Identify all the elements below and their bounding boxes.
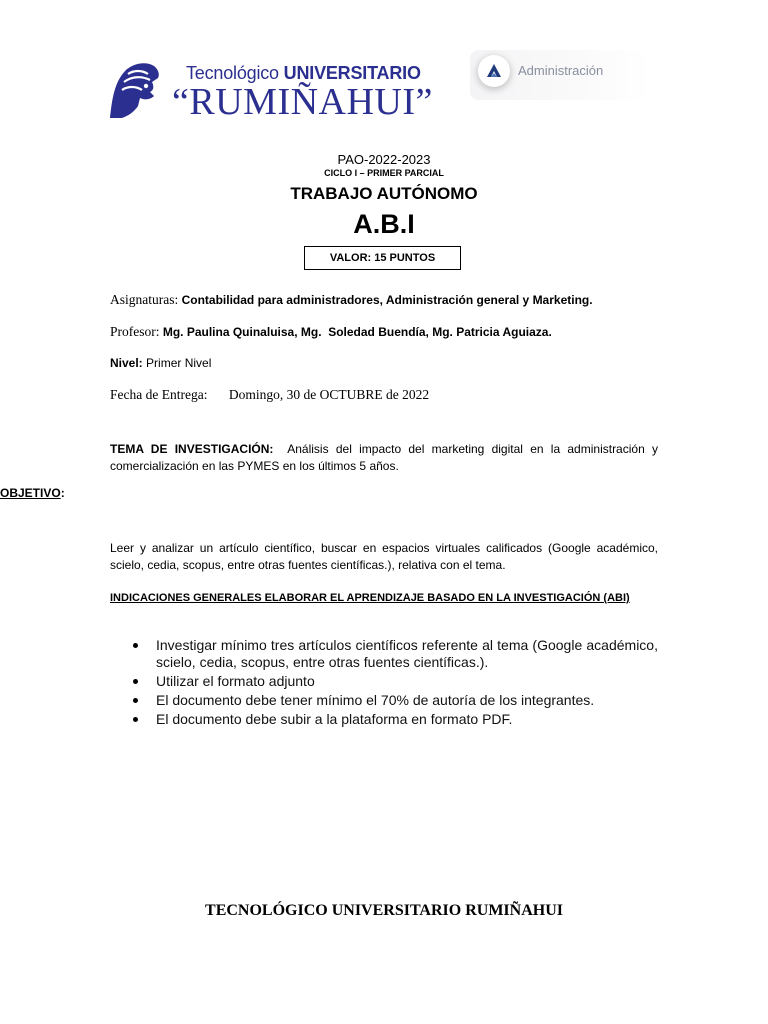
profesor-value: Mg. Paulina Quinaluisa, Mg. Soledad Buendía, Mg. Patricia Aguiaza.: [162, 325, 552, 339]
bullet-icon: [133, 679, 138, 684]
tema-text: Análisis del impacto del marketing digital en la administración y comercialización en las PYMES en los últimos 5 años.: [110, 442, 658, 473]
tema-paragraph: [110, 441, 658, 475]
objetivo-heading: OBJETIVO:: [0, 486, 65, 500]
valor-box: VALOR: 15 PUNTOS: [304, 246, 461, 270]
bullet-icon: [133, 698, 138, 703]
bullet-icon: [133, 717, 138, 722]
nivel-label: Nivel:: [110, 356, 143, 370]
admin-logo-circle: [478, 55, 510, 87]
profesor-line: [110, 324, 552, 340]
nivel-line: [110, 356, 211, 370]
list-item: El documento debe subir a la plataforma en formato PDF.: [128, 711, 658, 728]
list-item: Investigar mínimo tres artículos científicos referente al tema (Google académico, scielo, cedia, scopus, entre otras fuentes científicas.).: [128, 637, 658, 671]
objetivo-paragraph: Leer y analizar un artículo científico, buscar en espacios virtuales calificados (Google académico, scielo, cedia, scopus, entre otras fuentes científicas.), relativa con el tema.: [110, 541, 658, 572]
indicaciones-list: [128, 637, 658, 730]
admin-logo-icon: [478, 55, 510, 87]
profesor-label: Profesor:: [110, 324, 160, 339]
asignaturas-value: Contabilidad para administradores, Administración general y Marketing.: [181, 293, 593, 307]
asignaturas-line: [110, 292, 593, 308]
institution-logo-icon: [108, 60, 162, 120]
document-title: TRABAJO AUTÓNOMO: [290, 184, 478, 203]
fecha-line: [110, 387, 429, 403]
footer-institution: TECNOLÓGICO UNIVERSITARIO RUMIÑAHUI: [205, 902, 563, 919]
bullet-icon: [133, 643, 138, 648]
list-item: Utilizar el formato adjunto: [128, 673, 658, 690]
fecha-label: Fecha de Entrega:: [110, 387, 208, 402]
indicaciones-heading: INDICACIONES GENERALES ELABORAR EL APRENDIZAJE BASADO EN LA INVESTIGACIÓN (ABI): [110, 592, 630, 604]
institution-name-line1: Tecnológico UNIVERSITARIO: [186, 63, 421, 83]
tema-label: TEMA DE INVESTIGACIÓN:: [110, 442, 274, 456]
list-item: El documento debe tener mínimo el 70% de autoría de los integrantes.: [128, 692, 658, 709]
pao-period: PAO-2022-2023: [337, 152, 431, 167]
fecha-value: Domingo, 30 de OCTUBRE de 2022: [228, 387, 430, 402]
asignaturas-label: Asignaturas:: [110, 292, 179, 307]
abi-heading: A.B.I: [353, 209, 415, 239]
institution-name-line2: “RUMIÑAHUI”: [172, 81, 433, 123]
ciclo-subtitle: CICLO I – PRIMER PARCIAL: [324, 168, 444, 178]
nivel-value: Primer Nivel: [146, 356, 212, 370]
admin-label: Administración: [518, 63, 604, 78]
objetivo-label: OBJETIVO: [0, 486, 61, 500]
